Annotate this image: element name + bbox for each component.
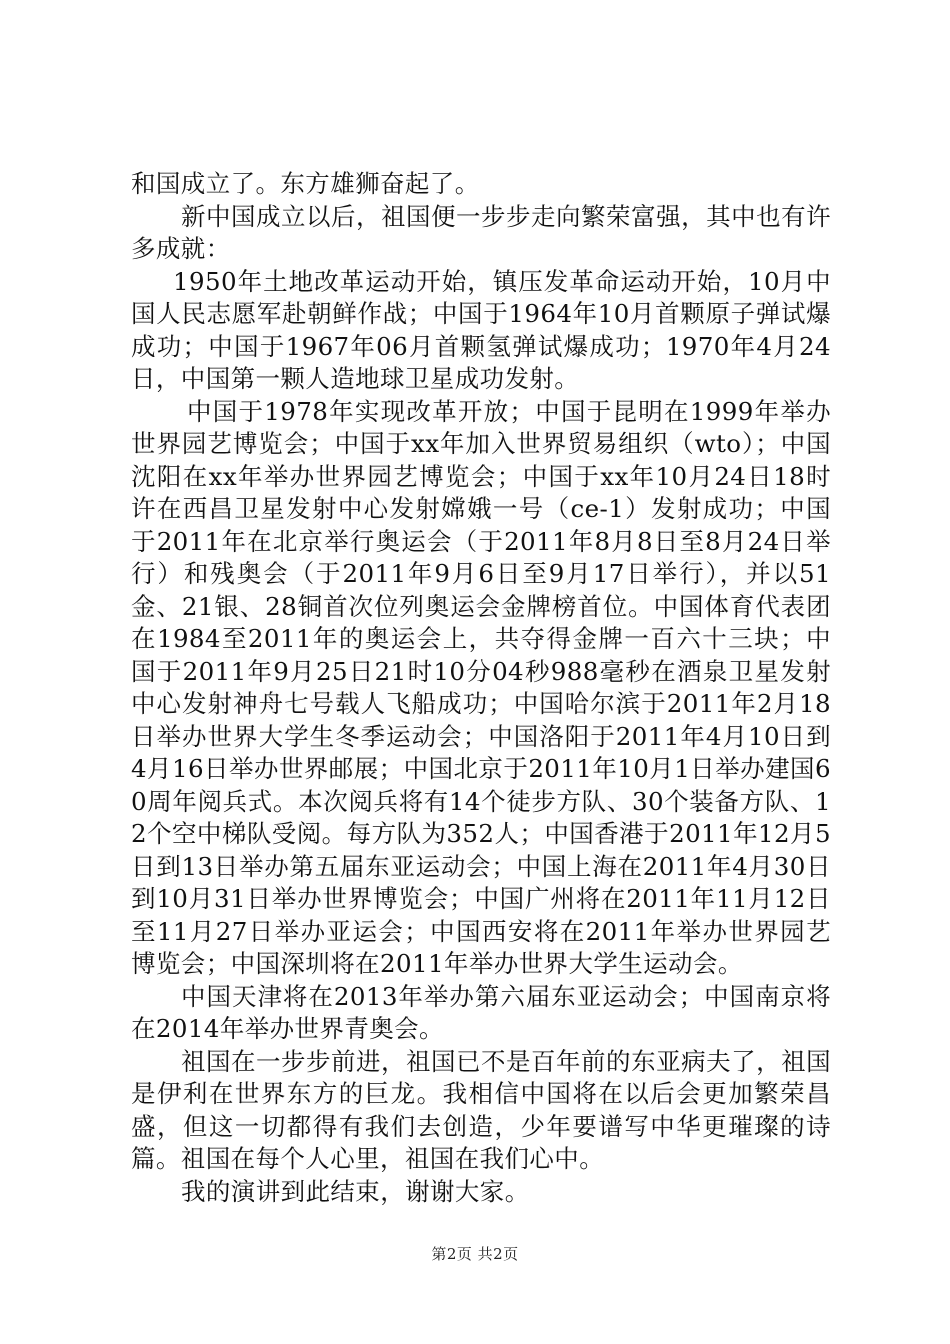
- paragraph-achievements-intro: 新中国成立以后，祖国便一步步走向繁荣富强，其中也有许多成就：: [131, 201, 831, 263]
- paragraph-tianjin-nanjing: 中国天津将在2013年举办第六届东亚运动会；中国南京将在2014年举办世界青奥会。: [131, 981, 831, 1043]
- paragraph-reform-events: 中国于1978年实现改革开放；中国于昆明在1999年举办世界园艺博览会；中国于xx年加入世界贸易组织（wto）；中国沈阳在xx年举办世界园艺博览会；中国于xx年10月24日18时许在西昌卫星发射中心发射嫦娥一号（ce-1）发射成功；中国于2011年在北京举行奥运会（于2011年8月8日至8月24日举行）和残奥会（于2011年9月6日至9月17日举行），并以51金、21银、28铜首次位列奥运会金牌榜首位。中国体育代表团在1984至2011年的奥运会上，共夺得金牌一百六十三块；中国于2011年9月25日21时10分04秒988毫秒在酒泉卫星发射中心发射神舟七号载人飞船成功；中国哈尔滨于2011年2月18日举办世界大学生冬季运动会；中国洛阳于2011年4月10日到4月16日举办世界邮展；中国北京于2011年10月1日举办建国60周年阅兵式。本次阅兵将有14个徒步方队、30个装备方队、12个空中梯队受阅。每方队为352人；中国香港于2011年12月5日到13日举办第五届东亚运动会；中国上海在2011年4月30日到10月31日举办世界博览会；中国广州将在2011年11月12日至11月27日举办亚运会；中国西安将在2011年举办世界园艺博览会；中国深圳将在2011年举办世界大学生运动会。: [131, 396, 831, 978]
- paragraph-motherland: 祖国在一步步前进，祖国已不是百年前的东亚病夫了，祖国是伊利在世界东方的巨龙。我相信中国将在以后会更加繁荣昌盛，但这一切都得有我们去创造，少年要谱写中华更璀璨的诗篇。祖国在每个人心里，祖国在我们心中。: [131, 1046, 831, 1173]
- document-body: [131, 168, 831, 1208]
- paragraph-1950s-1970: 1950年土地改革运动开始，镇压发革命运动开始，10月中国人民志愿军赴朝鲜作战；中国于1964年10月首颗原子弹试爆成功；中国于1967年06月首颗氢弹试爆成功；1970年4月24日，中国第一颗人造地球卫星成功发射。: [131, 266, 831, 393]
- page-footer: 第2页 共2页: [431, 1245, 519, 1263]
- paragraph-continuation: 和国成立了。东方雄狮奋起了。: [131, 169, 480, 198]
- paragraph-closing: 我的演讲到此结束，谢谢大家。: [181, 1176, 530, 1206]
